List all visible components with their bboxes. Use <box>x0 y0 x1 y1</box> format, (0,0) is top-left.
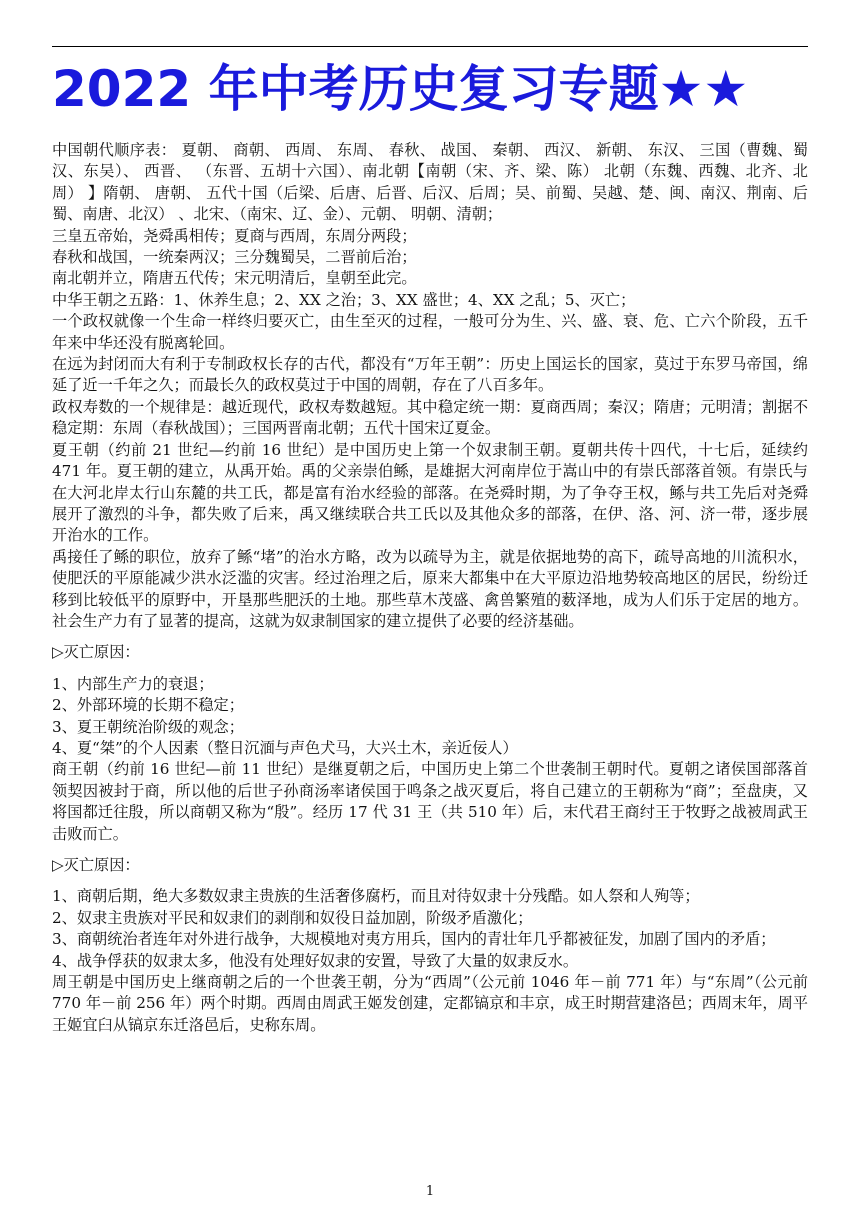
shang-dynasty-paragraph: 商王朝（约前 16 世纪—前 11 世纪）是继夏朝之后，中国历史上第二个世袭制王朝时代。夏朝之诸侯国部落首领契因被封于商，所以他的后世子孙商汤率诸侯国于鸣条之战灭夏后，将自己建立的王朝称为“商”；至盘庚，又将国都迁往殷，所以商朝又称为“殷”。经历 17 代 31 王（共 510 年）后，末代君王商纣王于牧野之战被周武王击败而亡。 <box>52 760 808 843</box>
dynasty-list-paragraph: 中国朝代顺序表： 夏朝、 商朝、 西周、 东周、 春秋、 战国、 秦朝、 西汉、 新朝、 东汉、 三国（曹魏、蜀汉、东吴）、 西晋、 （东晋、五胡十六国）、南北朝【南朝（宋、齐、梁、陈） 北朝（东魏、西魏、北齐、北周） 】隋朝、 唐朝、 五代十国（后梁、后唐、后晋、后汉、后周；吴、前蜀、吴越、楚、闽、南汉、荆南、后蜀、南唐、北汉） 、北宋、（南宋、辽、金）、元朝、 明朝、清朝； <box>52 141 808 224</box>
xia-fall-item-4: 4、夏“桀”的个人因素（整日沉湎与声色犬马，大兴土木，亲近佞人） <box>52 738 518 757</box>
xia-dynasty-paragraph: 夏王朝（约前 21 世纪—约前 16 世纪）是中国历史上第一个奴隶制王朝。夏朝共传十四代，十七后，延续约 471 年。夏王朝的建立，从禹开始。禹的父亲崇伯鲧，是雄据大河南岸位于嵩山中的有崇氏部落首领。有崇氏与在大河北岸太行山东麓的共工氏，都是富有治水经验的部落。在尧舜时期，为了争夺王权，鲧与共工先后对尧舜展开了激烈的斗争，都失败了后来，禹又继续联合共工氏以及其他众多的部落，在伊、洛、河、济一带，逐步展开治水的工作。 <box>52 440 808 545</box>
regime-lifespan-paragraph: 政权寿数的一个规律是：越近现代，政权寿数越短。其中稳定统一期：夏商西周；秦汉；隋唐；元明清；割据不稳定期：东周（春秋战国）；三国两晋南北朝；五代十国宋辽夏金。 <box>52 397 808 438</box>
document-title: 2022 年中考历史复习专题★★ <box>52 60 749 118</box>
regime-lifecycle-paragraph: 一个政权就像一个生命一样终归要灭亡，由生至灭的过程，一般可分为生、兴、盛、衰、危、亡六个阶段，五千年来中华还没有脱离轮回。 <box>52 312 808 352</box>
shang-fall-item-3: 3、商朝统治者连年对外进行战争，大规模地对夷方用兵，国内的青壮年几乎都被征发，加剧了国内的矛盾； <box>52 930 776 949</box>
rhyme-line-3: 南北朝并立，隋唐五代传；宋元明清后，皇朝至此完。 <box>52 269 417 288</box>
zhou-dynasty-paragraph: 周王朝是中国历史上继商朝之后的一个世袭王朝，分为“西周”（公元前 1046 年－前 771 年）与“东周”（公元前 770 年－前 256 年）两个时期。西周由周武王姬发创建，定都镐京和丰京，成王时期营建洛邑；西周末年，周平王姬宜臼从镐京东迁洛邑后，史称东周。 <box>52 973 808 1034</box>
xia-fall-heading: ▷灭亡原因： <box>52 643 140 662</box>
shang-fall-item-4: 4、战争俘获的奴隶太多，他没有处理好奴隶的安置，导致了大量的奴隶反水。 <box>52 951 579 970</box>
rhyme-line-1: 三皇五帝始，尧舜禹相传；夏商与西周，东周分两段； <box>52 226 417 245</box>
page-number: 1 <box>425 1184 435 1199</box>
yu-flood-control-paragraph: 禹接任了鲧的职位，放弃了鲧“堵”的治水方略，改为以疏导为主，就是依据地势的高下，疏导高地的川流积水，使肥沃的平原能减少洪水泛滥的灾害。经过治理之后，原来大都集中在大平原边沿地势较高地区的居民，纷纷迁移到比较低平的原野中，开垦那些肥沃的土地。那些草木茂盛、禽兽繁殖的薮泽地，成为人们乐于定居的地方。社会生产力有了显著的提高，这就为奴隶制国家的建立提供了必要的经济基础。 <box>52 547 808 630</box>
xia-fall-item-2: 2、外部环境的长期不稳定； <box>52 696 244 715</box>
xia-fall-item-1: 1、内部生产力的衰退； <box>52 674 214 693</box>
shang-fall-heading: ▷灭亡原因： <box>52 856 140 874</box>
five-paths-paragraph: 中华王朝之五路：1、休养生息；2、XX 之治；3、XX 盛世；4、XX 之乱；5、灭亡； <box>52 290 636 309</box>
header-rule <box>52 46 808 47</box>
document-body <box>52 140 808 1036</box>
shang-fall-item-1: 1、商朝后期，绝大多数奴隶主贵族的生活奢侈腐朽，而且对待奴隶十分残酷。如人祭和人殉等； <box>52 887 700 906</box>
shang-fall-item-2: 2、奴隶主贵族对平民和奴隶们的剥削和奴役日益加剧，阶级矛盾激化； <box>52 908 533 927</box>
xia-fall-item-3: 3、夏王朝统治阶级的观念； <box>52 717 244 736</box>
ancient-dynasty-paragraph: 在远为封闭而大有利于专制政权长存的古代，都没有“万年王朝”：历史上国运长的国家，莫过于东罗马帝国，绵延了近一千年之久；而最长久的政权莫过于中国的周朝，存在了八百多年。 <box>52 355 808 395</box>
rhyme-line-2: 春秋和战国，一统秦两汉；三分魏蜀吴，二晋前后治； <box>52 248 417 267</box>
